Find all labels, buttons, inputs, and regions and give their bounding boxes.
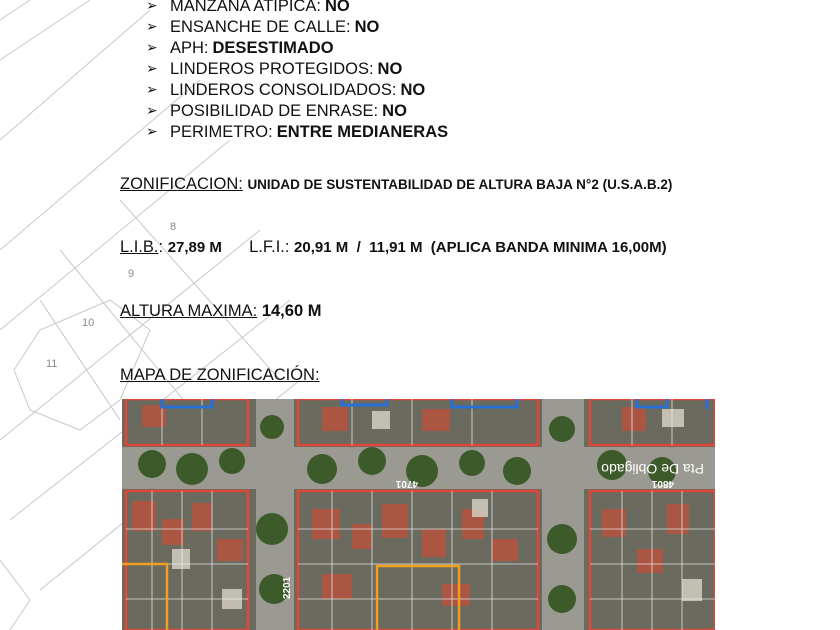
zoning-map [122, 399, 715, 630]
list-item: ➢ APH: DESESTIMADO [146, 39, 334, 57]
lfi-label: L.F.I.: [249, 238, 290, 256]
list-item: ➢ MANZANA ATIPICA: NO [146, 0, 448, 17]
list-item: ➢ ENSANCHE DE CALLE: NO [146, 18, 380, 36]
parcel-number: 10 [82, 317, 95, 329]
lib-label: L.I.B. [120, 238, 159, 256]
zonificacion-label: ZONIFICACION: [120, 175, 243, 193]
altura-value: 14,60 M [261, 302, 322, 320]
lib-lfi-line: L.I.B.: 27,89 M L.F.I.: 20,91 M / 11,91 M (APLICA BANDA MINIMA 16,00M) [120, 238, 667, 256]
list-item: ➢ LINDEROS CONSOLIDADOS: NO [146, 81, 426, 99]
list-item: ➢ POSIBILIDAD DE ENRASE: NO [146, 102, 407, 120]
zonificacion-value: UNIDAD DE SUSTENTABILIDAD DE ALTURA BAJA N°2 (U.S.A.B.2) [247, 177, 673, 192]
arrow-bullet-icon: ➢ [146, 19, 158, 35]
parcel-number: 9 [128, 268, 135, 280]
street-number-label: 2201 [282, 576, 293, 599]
arrow-bullet-icon: ➢ [146, 82, 158, 98]
street-number-label: 4801 [651, 478, 674, 489]
altura-label: ALTURA MAXIMA: [120, 302, 258, 320]
parcel-number: 11 [46, 358, 58, 370]
arrow-bullet-icon: ➢ [146, 0, 158, 14]
street-name-label: Pta De Obligado [601, 461, 704, 477]
zonificacion-line [120, 175, 672, 194]
altura-line [120, 302, 321, 321]
list-item: ➢ PERIMETRO: ENTRE MEDIANERAS [146, 123, 449, 141]
arrow-bullet-icon: ➢ [146, 103, 158, 119]
characteristics-checklist [146, 0, 448, 143]
list-item: ➢ LINDEROS PROTEGIDOS: NO [146, 60, 403, 78]
mapa-heading [120, 366, 320, 385]
mapa-label: MAPA DE ZONIFICACIÓN: [120, 366, 320, 384]
lfi-value: 20,91 M / 11,91 M (APLICA BANDA MINIMA 16,00M) [294, 239, 667, 256]
lib-value: 27,89 M [167, 239, 222, 256]
arrow-bullet-icon: ➢ [146, 124, 158, 140]
street-number-label: 4701 [395, 478, 418, 489]
arrow-bullet-icon: ➢ [146, 40, 158, 56]
arrow-bullet-icon: ➢ [146, 61, 158, 77]
parcel-number: 8 [170, 221, 177, 233]
